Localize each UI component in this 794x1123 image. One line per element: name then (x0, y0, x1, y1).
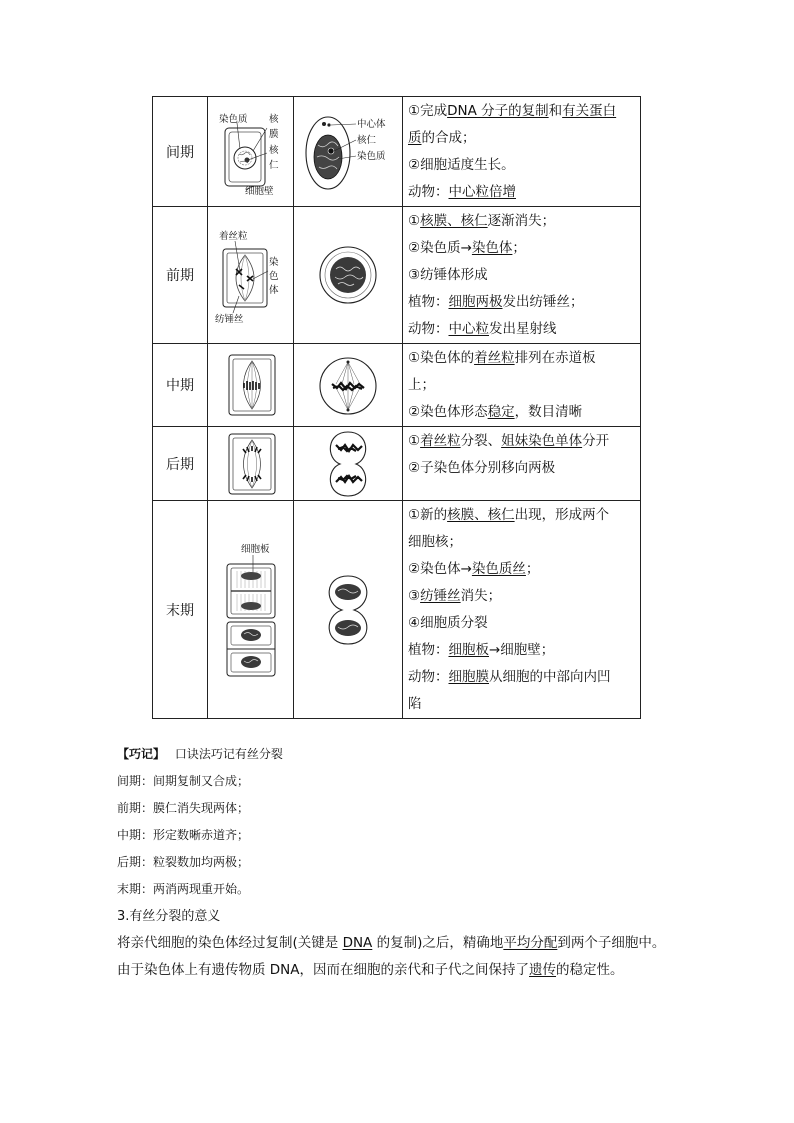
description-line (408, 664, 637, 691)
phase-name-anaphase: 后期 (153, 427, 208, 501)
underlined-term: 平均分配 (503, 935, 558, 951)
text-segment: ① (408, 433, 421, 449)
phase-description-prophase (403, 207, 641, 344)
underlined-term: 细胞膜 (448, 669, 489, 685)
text-segment: 消失； (460, 588, 502, 604)
underlined-term: 染色体 (471, 240, 513, 256)
plant-cell-metaphase-figure (208, 344, 294, 427)
description-line (408, 428, 637, 455)
plant-cell-prophase-diagram (209, 225, 293, 325)
table-row (153, 344, 641, 427)
text-segment: 的合成； (421, 130, 476, 146)
mnemonic-line: 后期：粒裂数加均两极； (117, 855, 250, 869)
description-line (408, 399, 637, 426)
plant-cell-interphase-figure (208, 97, 294, 207)
animal-cell-interphase-diagram (296, 107, 400, 197)
text-segment: ①完成 (408, 103, 448, 119)
description-line (408, 637, 637, 664)
text-segment: ； (525, 561, 540, 577)
paragraph-line (117, 930, 717, 957)
mnemonic-section (117, 741, 717, 903)
text-segment: 从细胞的中部向内凹 (489, 669, 611, 685)
phase-name-interphase: 间期 (153, 97, 208, 207)
description-line (408, 289, 637, 316)
text-segment: 分裂、 (460, 433, 502, 449)
mitosis-phase-table (152, 96, 641, 719)
text-segment: 植物： (408, 294, 449, 310)
animal-cell-metaphase-diagram (296, 350, 400, 420)
label-spindle-fiber: 纺锤丝 (214, 314, 244, 325)
plant-cell-telophase-figure (208, 501, 294, 719)
phase-description-anaphase (403, 427, 641, 501)
underlined-term: 中心粒 (448, 321, 489, 337)
text-segment: ②染色体→ (408, 561, 472, 577)
text-segment: 到两个子细胞中。 (557, 935, 666, 951)
text-segment: ②细胞适度生长。 (408, 157, 515, 173)
label-nucleolus-animal: 核仁 (357, 134, 377, 146)
text-segment: 动物： (408, 184, 449, 200)
section-heading: 3.有丝分裂的意义 (117, 909, 221, 924)
text-segment: 发出星射线 (489, 321, 557, 337)
underlined-term: 稳定 (487, 404, 515, 420)
underlined-term: DNA (342, 935, 373, 951)
description-line (408, 235, 637, 262)
text-segment: 将亲代细胞的染色体经过复制(关键是 (117, 935, 343, 951)
text-segment: 细胞核； (408, 534, 462, 550)
plant-cell-interphase-diagram (209, 106, 293, 198)
underlined-term: 遗传 (529, 962, 557, 978)
text-segment: 和 (548, 103, 563, 119)
label-chromosome-2: 色 (268, 271, 279, 282)
text-segment: ②子染色体分别移向两极 (408, 460, 556, 476)
label-chromosome-3: 体 (268, 285, 279, 296)
text-segment: 上； (408, 377, 435, 393)
description-line (408, 208, 637, 235)
underlined-term: 核膜、核仁 (420, 213, 488, 229)
underlined-term: 中心粒倍增 (448, 184, 516, 200)
text-segment: ① (408, 213, 421, 229)
phase-description-interphase (403, 97, 641, 207)
underlined-term: 着丝粒 (474, 350, 515, 366)
text-segment: 分开 (582, 433, 610, 449)
text-segment: 的稳定性。 (556, 962, 624, 978)
description-line (408, 179, 637, 206)
text-segment: ③纺锤体形成 (408, 267, 488, 283)
phase-name-telophase: 末期 (153, 501, 208, 719)
underlined-term: 染色质丝 (471, 561, 526, 577)
description-line (408, 316, 637, 343)
label-nuclear-1: 核 (268, 113, 279, 125)
mnemonic-line: 间期：间期复制又合成； (117, 774, 250, 788)
label-cell-wall: 细胞壁 (244, 185, 274, 197)
text-segment: ； (512, 240, 526, 256)
description-line (408, 98, 637, 125)
description-line (408, 502, 637, 529)
text-segment: ②染色质→ (408, 240, 472, 256)
plant-cell-anaphase-diagram (209, 431, 293, 497)
phase-name-metaphase: 中期 (153, 344, 208, 427)
text-segment: ，数目清晰 (514, 404, 583, 420)
plant-cell-prophase-figure (208, 207, 294, 344)
animal-cell-anaphase-diagram (296, 429, 400, 499)
description-line (408, 372, 637, 399)
text-segment: 动物： (408, 669, 449, 685)
underlined-term: 姐妹染色单体 (501, 433, 583, 449)
label-centrosome: 中心体 (357, 118, 386, 130)
description-line (408, 152, 637, 179)
phase-description-metaphase (403, 344, 641, 427)
animal-cell-prophase-figure (294, 207, 403, 344)
description-line (408, 691, 637, 718)
text-segment: 发出纺锤丝； (502, 294, 584, 310)
text-segment: 逐渐消失； (487, 213, 556, 229)
plant-cell-metaphase-diagram (209, 352, 293, 418)
label-membrane: 膜 (268, 128, 279, 140)
table-row (153, 207, 641, 344)
label-cell-plate: 细胞板 (240, 543, 270, 555)
description-line (408, 529, 637, 556)
mnemonic-line: 中期：形定数晰赤道齐； (117, 828, 250, 842)
text-segment: →细胞壁； (489, 642, 555, 658)
description-line (408, 345, 637, 372)
label-nuclear-2: 核 (268, 144, 279, 156)
paragraph-line (117, 957, 717, 984)
text-segment: ②染色体形态 (408, 404, 488, 420)
mnemonic-tag: 【巧记】 (117, 747, 166, 761)
mnemonic-heading (117, 741, 717, 768)
mnemonic-line: 前期：膜仁消失现两体； (117, 801, 250, 815)
plant-cell-telophase-diagram (209, 542, 293, 678)
mnemonic-subtitle: 口诀法巧记有丝分裂 (174, 747, 283, 761)
underlined-term: 核膜、核仁 (447, 507, 515, 523)
label-chromatin: 染色质 (218, 113, 248, 125)
text-segment: 由于染色体上有遗传物质 DNA，因而在细胞的亲代和子代之间保持了 (117, 962, 530, 978)
text-segment: ①染色体的 (408, 350, 475, 366)
underlined-term: 纺锤丝 (420, 588, 461, 604)
text-segment: ③ (408, 588, 421, 604)
description-line (408, 556, 637, 583)
text-segment: ④细胞质分裂 (408, 615, 488, 631)
label-chromatin-animal: 染色质 (357, 150, 386, 162)
text-segment: 的复制)之后，精确地 (372, 935, 504, 951)
table-row (153, 501, 641, 719)
phase-description-telophase (403, 501, 641, 719)
animal-cell-interphase-figure (294, 97, 403, 207)
underlined-term: 着丝粒 (420, 433, 461, 449)
description-line (408, 125, 637, 152)
text-segment: 出现，形成两个 (514, 507, 610, 523)
animal-cell-telophase-diagram (296, 572, 400, 648)
underlined-term: 细胞板 (448, 642, 489, 658)
text-segment: 植物： (408, 642, 449, 658)
mnemonic-line: 末期：两消两现重开始。 (117, 882, 250, 896)
animal-cell-telophase-figure (294, 501, 403, 719)
plant-cell-anaphase-figure (208, 427, 294, 501)
underlined-term: 质 (408, 130, 422, 146)
text-segment: ①新的 (408, 507, 448, 523)
label-nucleolus: 仁 (268, 159, 279, 171)
label-chromosome-1: 染 (268, 257, 279, 268)
underlined-term: 细胞两极 (448, 294, 503, 310)
label-centromere: 着丝粒 (218, 231, 248, 242)
description-line (408, 455, 637, 482)
animal-cell-anaphase-figure (294, 427, 403, 501)
description-line (408, 583, 637, 610)
table-row (153, 427, 641, 501)
table-row (153, 97, 641, 207)
description-line (408, 610, 637, 637)
underlined-term: DNA 分子的复制 (447, 103, 549, 119)
animal-cell-metaphase-figure (294, 344, 403, 427)
animal-cell-prophase-diagram (296, 235, 400, 315)
text-segment: 排列在赤道板 (514, 350, 596, 366)
text-segment: 动物： (408, 321, 449, 337)
text-segment: 陷 (408, 696, 422, 712)
description-line (408, 262, 637, 289)
phase-name-prophase: 前期 (153, 207, 208, 344)
significance-section (117, 903, 717, 984)
underlined-term: 有关蛋白 (562, 103, 617, 119)
